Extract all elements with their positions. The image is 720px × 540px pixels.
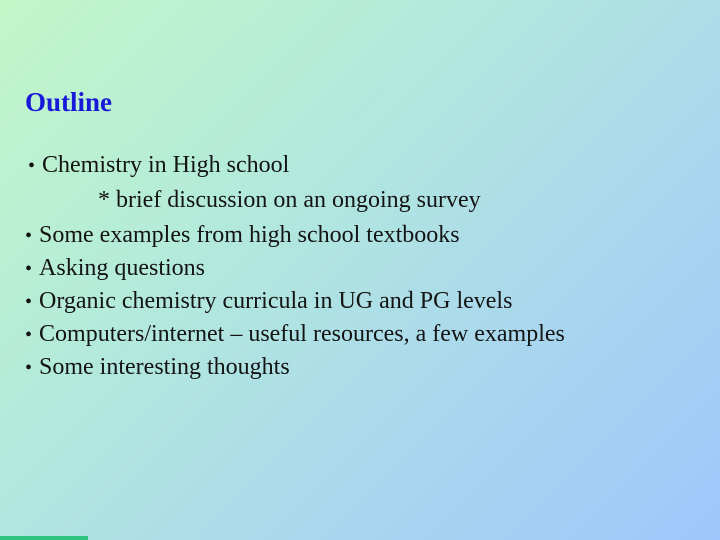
slide-title: Outline [25,87,113,117]
bullet-text: Computers/internet – useful resources, a few examples [39,321,565,347]
bullet-icon: • [25,324,33,346]
bullet-icon: • [25,291,33,313]
bullet-item [25,254,205,283]
bullet-icon: • [25,357,33,379]
sub-item [98,186,481,214]
accent-bar [0,536,88,540]
bullet-text: Asking questions [39,255,206,281]
sub-item-text: * brief discussion on an ongoing survey [98,187,481,213]
bullet-item [25,353,290,382]
bullet-icon: • [25,225,33,247]
bullet-icon: • [28,155,36,177]
bullet-item [25,287,512,316]
bullet-text: Organic chemistry curricula in UG and PG levels [39,288,513,314]
bullet-item [28,151,289,180]
bullet-item [25,221,460,250]
bullet-text: Chemistry in High school [42,152,290,178]
bullet-item [25,320,565,349]
bullet-icon: • [25,258,33,280]
bullet-text: Some examples from high school textbooks [39,222,460,248]
bullet-text: Some interesting thoughts [39,354,290,380]
